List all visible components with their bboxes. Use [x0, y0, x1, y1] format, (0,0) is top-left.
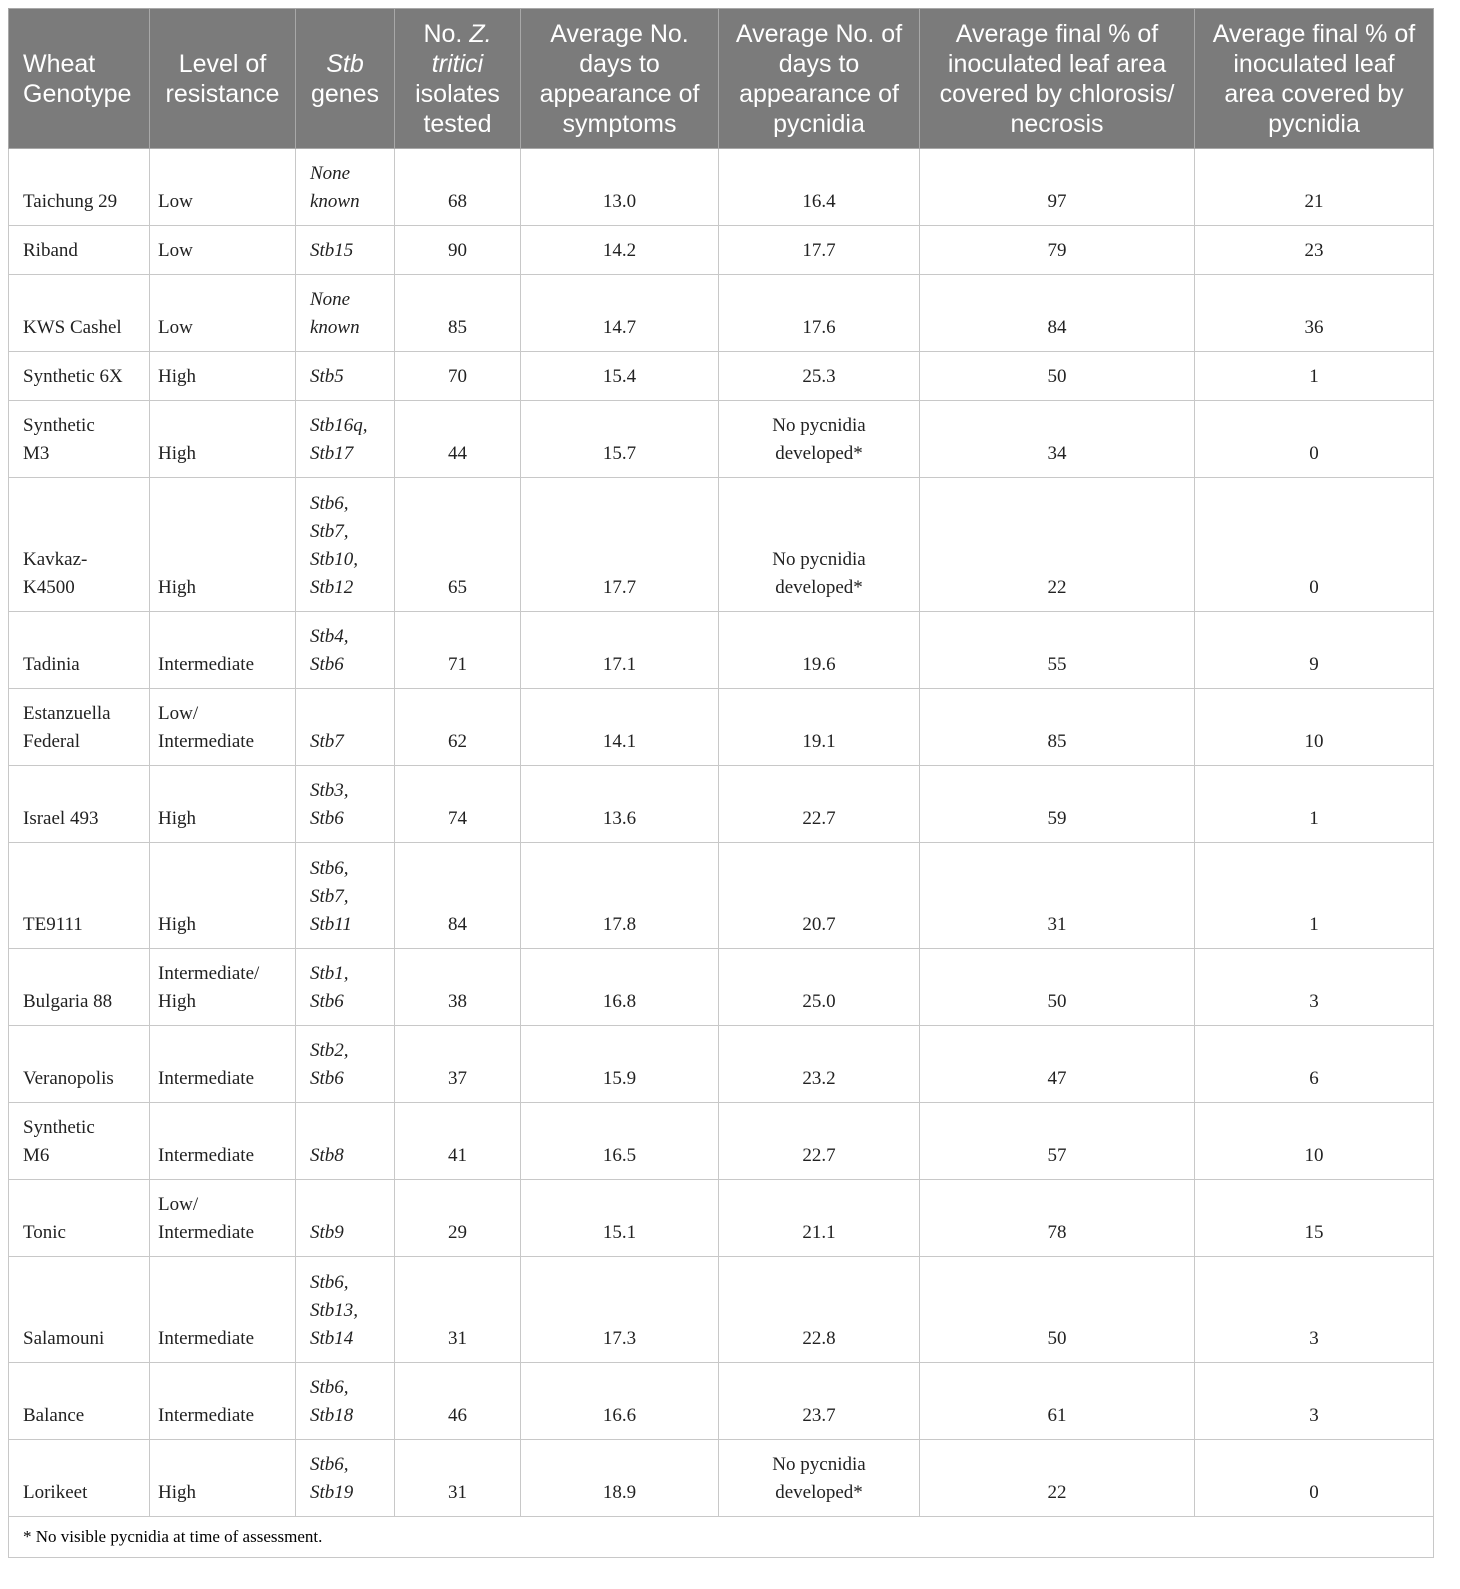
cell-stb-genes: Stb2, Stb6	[296, 1026, 395, 1103]
cell-isolates-tested: 70	[395, 352, 521, 401]
cell-wheat-genotype: Taichung 29	[9, 149, 150, 226]
cell-isolates-tested: 84	[395, 843, 521, 949]
cell-resistance-level: Low/ Intermediate	[150, 1180, 296, 1257]
cell-days-to-symptoms: 17.8	[521, 843, 719, 949]
table-row	[9, 352, 1434, 401]
cell-pct-pycnidia: 15	[1195, 1180, 1434, 1257]
table-row	[9, 149, 1434, 226]
cell-isolates-tested: 44	[395, 401, 521, 478]
cell-resistance-level: Low	[150, 275, 296, 352]
cell-pct-pycnidia: 21	[1195, 149, 1434, 226]
cell-wheat-genotype: KWS Cashel	[9, 275, 150, 352]
cell-pct-chlorosis: 85	[920, 689, 1195, 766]
cell-days-to-symptoms: 13.0	[521, 149, 719, 226]
cell-days-to-symptoms: 15.7	[521, 401, 719, 478]
cell-pct-chlorosis: 50	[920, 1257, 1195, 1363]
cell-pct-chlorosis: 57	[920, 1103, 1195, 1180]
cell-days-to-symptoms: 18.9	[521, 1440, 719, 1517]
cell-days-to-symptoms: 17.3	[521, 1257, 719, 1363]
resistance-table-container	[8, 8, 1433, 1558]
header-level-of-resistance: Level of resistance	[150, 9, 296, 149]
cell-stb-genes: Stb3, Stb6	[296, 766, 395, 843]
cell-resistance-level: Low	[150, 226, 296, 275]
cell-resistance-level: Intermediate	[150, 612, 296, 689]
cell-pct-chlorosis: 78	[920, 1180, 1195, 1257]
cell-stb-genes: None known	[296, 275, 395, 352]
cell-days-to-symptoms: 16.8	[521, 949, 719, 1026]
cell-pct-chlorosis: 22	[920, 1440, 1195, 1517]
cell-pct-pycnidia: 0	[1195, 478, 1434, 612]
cell-stb-genes: Stb16q, Stb17	[296, 401, 395, 478]
cell-isolates-tested: 68	[395, 149, 521, 226]
cell-days-to-pycnidia: 19.6	[719, 612, 920, 689]
cell-isolates-tested: 38	[395, 949, 521, 1026]
cell-pct-chlorosis: 31	[920, 843, 1195, 949]
cell-pct-chlorosis: 97	[920, 149, 1195, 226]
cell-isolates-tested: 46	[395, 1363, 521, 1440]
cell-stb-genes: Stb1, Stb6	[296, 949, 395, 1026]
cell-wheat-genotype: Bulgaria 88	[9, 949, 150, 1026]
cell-days-to-pycnidia: 22.7	[719, 1103, 920, 1180]
table-row	[9, 843, 1434, 949]
cell-wheat-genotype: Riband	[9, 226, 150, 275]
cell-stb-genes: Stb5	[296, 352, 395, 401]
cell-resistance-level: Intermediate/ High	[150, 949, 296, 1026]
cell-isolates-tested: 37	[395, 1026, 521, 1103]
cell-resistance-level: Intermediate	[150, 1257, 296, 1363]
table-footnote: * No visible pycnidia at time of assessment.	[9, 1517, 1434, 1558]
cell-resistance-level: Low	[150, 149, 296, 226]
cell-days-to-pycnidia: 17.6	[719, 275, 920, 352]
cell-pct-chlorosis: 50	[920, 352, 1195, 401]
cell-resistance-level: High	[150, 478, 296, 612]
cell-stb-genes: Stb6, Stb13, Stb14	[296, 1257, 395, 1363]
cell-stb-genes: Stb7	[296, 689, 395, 766]
cell-wheat-genotype: Salamouni	[9, 1257, 150, 1363]
table-row	[9, 1440, 1434, 1517]
table-row	[9, 1103, 1434, 1180]
cell-pct-chlorosis: 59	[920, 766, 1195, 843]
cell-isolates-tested: 31	[395, 1440, 521, 1517]
header-days-to-pycnidia: Average No. of days to appearance of pycnidia	[719, 9, 920, 149]
header-wheat-genotype: Wheat Genotype	[9, 9, 150, 149]
cell-resistance-level: High	[150, 766, 296, 843]
cell-days-to-symptoms: 17.7	[521, 478, 719, 612]
cell-days-to-symptoms: 14.1	[521, 689, 719, 766]
table-row	[9, 1257, 1434, 1363]
cell-pct-chlorosis: 61	[920, 1363, 1195, 1440]
cell-stb-genes: Stb15	[296, 226, 395, 275]
header-days-to-symptoms: Average No. days to appearance of symptoms	[521, 9, 719, 149]
cell-pct-pycnidia: 1	[1195, 766, 1434, 843]
cell-days-to-pycnidia: 23.2	[719, 1026, 920, 1103]
cell-pct-chlorosis: 79	[920, 226, 1195, 275]
table-row	[9, 401, 1434, 478]
cell-isolates-tested: 29	[395, 1180, 521, 1257]
cell-isolates-tested: 71	[395, 612, 521, 689]
cell-days-to-symptoms: 15.1	[521, 1180, 719, 1257]
table-row	[9, 949, 1434, 1026]
cell-days-to-pycnidia: 22.7	[719, 766, 920, 843]
cell-resistance-level: Intermediate	[150, 1363, 296, 1440]
cell-days-to-symptoms: 15.9	[521, 1026, 719, 1103]
table-row	[9, 275, 1434, 352]
cell-days-to-pycnidia: No pycnidia developed*	[719, 401, 920, 478]
cell-wheat-genotype: Synthetic M6	[9, 1103, 150, 1180]
cell-wheat-genotype: Veranopolis	[9, 1026, 150, 1103]
cell-pct-pycnidia: 23	[1195, 226, 1434, 275]
cell-pct-pycnidia: 3	[1195, 1363, 1434, 1440]
cell-days-to-symptoms: 16.6	[521, 1363, 719, 1440]
cell-pct-pycnidia: 10	[1195, 689, 1434, 766]
header-isolates-tested: No. Z. tritici isolates tested	[395, 9, 521, 149]
cell-pct-pycnidia: 0	[1195, 1440, 1434, 1517]
cell-wheat-genotype: Israel 493	[9, 766, 150, 843]
cell-days-to-pycnidia: No pycnidia developed*	[719, 478, 920, 612]
cell-isolates-tested: 65	[395, 478, 521, 612]
cell-wheat-genotype: Estanzuella Federal	[9, 689, 150, 766]
cell-days-to-pycnidia: 23.7	[719, 1363, 920, 1440]
cell-days-to-pycnidia: 19.1	[719, 689, 920, 766]
cell-wheat-genotype: Tonic	[9, 1180, 150, 1257]
table-row	[9, 1180, 1434, 1257]
cell-pct-pycnidia: 1	[1195, 843, 1434, 949]
cell-days-to-symptoms: 17.1	[521, 612, 719, 689]
cell-wheat-genotype: Synthetic M3	[9, 401, 150, 478]
cell-pct-pycnidia: 10	[1195, 1103, 1434, 1180]
cell-stb-genes: None known	[296, 149, 395, 226]
cell-days-to-pycnidia: 16.4	[719, 149, 920, 226]
cell-stb-genes: Stb6, Stb7, Stb10, Stb12	[296, 478, 395, 612]
cell-resistance-level: High	[150, 1440, 296, 1517]
cell-days-to-symptoms: 13.6	[521, 766, 719, 843]
cell-resistance-level: High	[150, 401, 296, 478]
table-body	[9, 149, 1434, 1517]
cell-resistance-level: Intermediate	[150, 1103, 296, 1180]
cell-days-to-pycnidia: 22.8	[719, 1257, 920, 1363]
cell-isolates-tested: 31	[395, 1257, 521, 1363]
cell-isolates-tested: 90	[395, 226, 521, 275]
header-stb-genes: Stb genes	[296, 9, 395, 149]
cell-pct-chlorosis: 84	[920, 275, 1195, 352]
cell-days-to-pycnidia: 25.3	[719, 352, 920, 401]
cell-days-to-symptoms: 14.7	[521, 275, 719, 352]
cell-stb-genes: Stb6, Stb19	[296, 1440, 395, 1517]
cell-wheat-genotype: Balance	[9, 1363, 150, 1440]
table-row	[9, 478, 1434, 612]
cell-pct-pycnidia: 9	[1195, 612, 1434, 689]
cell-wheat-genotype: Lorikeet	[9, 1440, 150, 1517]
cell-pct-chlorosis: 50	[920, 949, 1195, 1026]
cell-stb-genes: Stb8	[296, 1103, 395, 1180]
cell-days-to-pycnidia: 25.0	[719, 949, 920, 1026]
cell-days-to-symptoms: 14.2	[521, 226, 719, 275]
table-row	[9, 226, 1434, 275]
cell-stb-genes: Stb4, Stb6	[296, 612, 395, 689]
cell-resistance-level: High	[150, 843, 296, 949]
cell-stb-genes: Stb6, Stb7, Stb11	[296, 843, 395, 949]
cell-resistance-level: Low/ Intermediate	[150, 689, 296, 766]
cell-wheat-genotype: Synthetic 6X	[9, 352, 150, 401]
cell-isolates-tested: 41	[395, 1103, 521, 1180]
cell-isolates-tested: 74	[395, 766, 521, 843]
cell-days-to-pycnidia: No pycnidia developed*	[719, 1440, 920, 1517]
cell-isolates-tested: 85	[395, 275, 521, 352]
header-pct-chlorosis-necrosis: Average final % of inoculated leaf area covered by chlorosis/ necrosis	[920, 9, 1195, 149]
cell-pct-pycnidia: 0	[1195, 401, 1434, 478]
cell-pct-pycnidia: 36	[1195, 275, 1434, 352]
cell-days-to-pycnidia: 17.7	[719, 226, 920, 275]
cell-pct-pycnidia: 1	[1195, 352, 1434, 401]
cell-isolates-tested: 62	[395, 689, 521, 766]
cell-pct-chlorosis: 22	[920, 478, 1195, 612]
cell-stb-genes: Stb9	[296, 1180, 395, 1257]
table-row	[9, 689, 1434, 766]
table-row	[9, 1026, 1434, 1103]
cell-pct-pycnidia: 6	[1195, 1026, 1434, 1103]
cell-wheat-genotype: Kavkaz- K4500	[9, 478, 150, 612]
cell-pct-chlorosis: 34	[920, 401, 1195, 478]
cell-wheat-genotype: TE9111	[9, 843, 150, 949]
cell-days-to-symptoms: 15.4	[521, 352, 719, 401]
cell-resistance-level: Intermediate	[150, 1026, 296, 1103]
table-row	[9, 766, 1434, 843]
wheat-resistance-table	[8, 8, 1434, 1558]
cell-pct-pycnidia: 3	[1195, 949, 1434, 1026]
table-row	[9, 612, 1434, 689]
table-row	[9, 1363, 1434, 1440]
cell-wheat-genotype: Tadinia	[9, 612, 150, 689]
header-row	[9, 9, 1434, 149]
cell-pct-pycnidia: 3	[1195, 1257, 1434, 1363]
cell-stb-genes: Stb6, Stb18	[296, 1363, 395, 1440]
cell-pct-chlorosis: 55	[920, 612, 1195, 689]
cell-pct-chlorosis: 47	[920, 1026, 1195, 1103]
cell-days-to-symptoms: 16.5	[521, 1103, 719, 1180]
footnote-row	[9, 1517, 1434, 1558]
header-pct-pycnidia: Average final % of inoculated leaf area covered by pycnidia	[1195, 9, 1434, 149]
cell-days-to-pycnidia: 21.1	[719, 1180, 920, 1257]
cell-resistance-level: High	[150, 352, 296, 401]
cell-days-to-pycnidia: 20.7	[719, 843, 920, 949]
